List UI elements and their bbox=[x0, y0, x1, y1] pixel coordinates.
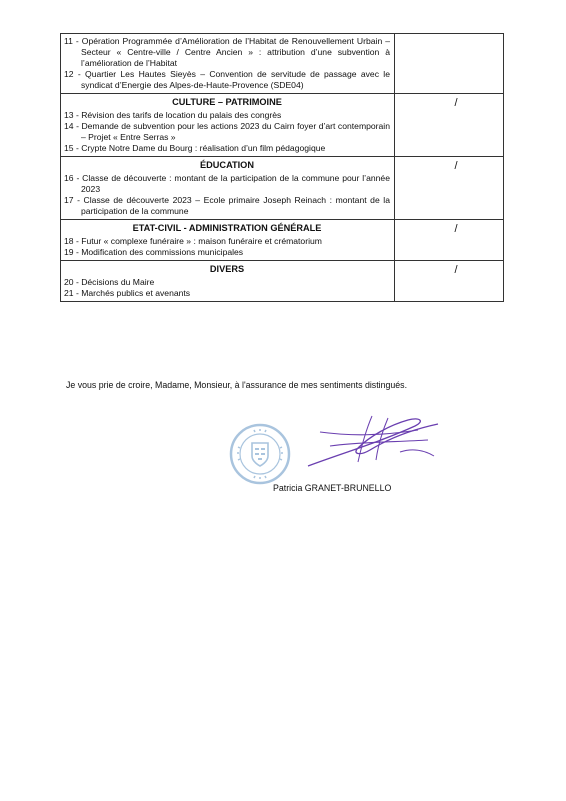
handwritten-signature bbox=[300, 412, 450, 472]
town-seal-stamp bbox=[229, 423, 291, 485]
signer-name: Patricia GRANET-BRUNELLO bbox=[273, 483, 392, 493]
list-item: 16 - Classe de découverte : montant de la participation de la commune pour l’année 2023 bbox=[64, 173, 390, 194]
list-item: 19 - Modification des commissions municipales bbox=[64, 247, 244, 257]
items-cell bbox=[61, 34, 395, 94]
mark-cell bbox=[395, 34, 504, 94]
table-row bbox=[61, 157, 504, 220]
mark-cell: / bbox=[395, 94, 504, 157]
section-title: ÉDUCATION bbox=[200, 160, 254, 170]
section-title: ETAT-CIVIL - ADMINISTRATION GÉNÉRALE bbox=[132, 223, 322, 233]
section-title: DIVERS bbox=[209, 264, 245, 274]
list-item: 17 - Classe de découverte 2023 – Ecole primaire Joseph Reinach : montant de la participation de la commune bbox=[64, 195, 390, 216]
table-row bbox=[61, 261, 504, 302]
list-item: 11 - Opération Programmée d’Amélioration de l’Habitat de Renouvellement Urbain – Secteur « Centre-ville / Centre Ancien » : attribution d’une subvention à l’amélioration de l’Habitat bbox=[64, 36, 390, 68]
list-item: 18 - Futur « complexe funéraire » : maison funéraire et crématorium bbox=[64, 236, 322, 246]
table-row bbox=[61, 34, 504, 94]
mark-cell: / bbox=[395, 261, 504, 302]
agenda-table bbox=[60, 33, 504, 302]
table-row bbox=[61, 220, 504, 261]
section-title: CULTURE – PATRIMOINE bbox=[172, 97, 282, 107]
items-cell bbox=[61, 157, 395, 220]
list-item: 14 - Demande de subvention pour les actions 2023 du Cairn foyer d’art contemporain – Projet « Entre Serras » bbox=[64, 121, 390, 142]
list-item: 15 - Crypte Notre Dame du Bourg : réalisation d’un film pédagogique bbox=[64, 143, 326, 153]
items-cell bbox=[61, 94, 395, 157]
items-cell bbox=[61, 261, 395, 302]
mark-cell: / bbox=[395, 220, 504, 261]
closing-sentence: Je vous prie de croire, Madame, Monsieur, à l'assurance de mes sentiments distingués. bbox=[66, 380, 408, 390]
list-item: 13 - Révision des tarifs de location du palais des congrès bbox=[64, 110, 282, 120]
items-cell bbox=[61, 220, 395, 261]
mark-cell: / bbox=[395, 157, 504, 220]
list-item: 12 - Quartier Les Hautes Sieyès – Convention de servitude de passage avec le syndicat d’Energie des Alpes-de-Haute-Provence (SDE04) bbox=[64, 69, 390, 90]
table-row bbox=[61, 94, 504, 157]
list-item: 21 - Marchés publics et avenants bbox=[64, 288, 191, 298]
list-item: 20 - Décisions du Maire bbox=[64, 277, 155, 287]
